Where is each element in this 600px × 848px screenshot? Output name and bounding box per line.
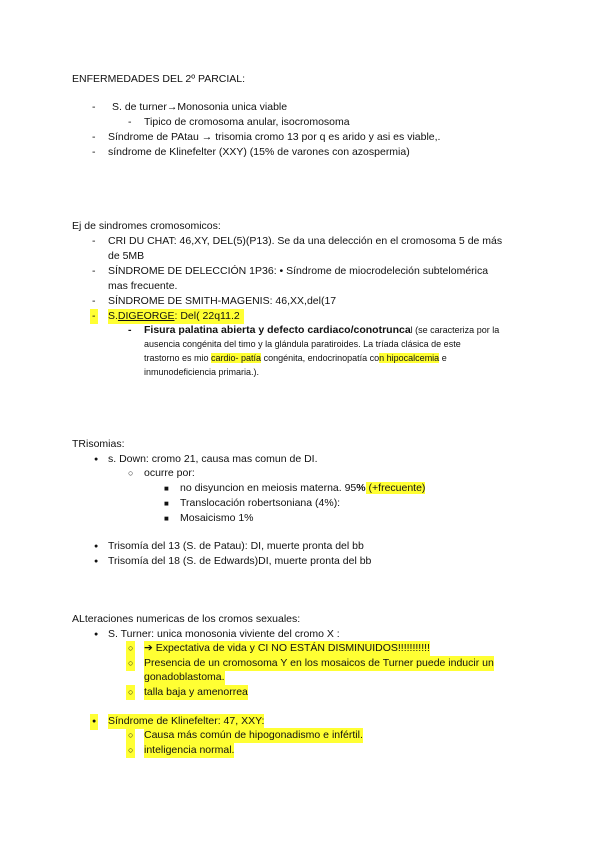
list-item-trisomia-13: Trisomía del 13 (S. de Patau): DI, muerte pronta del bb [108, 540, 364, 552]
fisura-line3-post: e [439, 353, 447, 363]
dash-bullet [92, 294, 96, 309]
disc-bullet-icon [90, 714, 98, 730]
section-title-sexuales: ALteraciones numericas de los cromos sexuales: [72, 613, 301, 625]
section-title-trisomias: TRisomias: [72, 438, 125, 450]
list-item-digeorge [108, 309, 244, 324]
circle-bullet-icon [128, 466, 133, 481]
fisura-bold: Fisura palatina abierta y defecto cardiaco/conotrunca [144, 324, 411, 336]
dash-bullet [92, 100, 96, 115]
no-disyuncion-percent: % [356, 482, 366, 494]
list-item-no-disyuncion [180, 481, 425, 496]
circle-bullet-icon [126, 656, 135, 671]
disc-bullet-icon [94, 554, 98, 570]
list-item-1p36: SÍNDROME DE DELECCIÓN 1P36: • Síndrome de miocrodeleción subtelomérica [108, 265, 489, 277]
fisura-line-4: inmunodeficiencia primaria.). [144, 367, 260, 377]
list-item-cri-du-chat: CRI DU CHAT: 46,XY, DEL(5)(P13). Se da una delección en el cromosoma 5 de más [108, 235, 503, 247]
circle-bullet-icon [126, 743, 135, 758]
fisura-highlight-cardiopatia: cardio- patía [211, 353, 262, 363]
fisura-highlight-hipocalcemia: n hipocalcemia [379, 353, 440, 363]
fisura-line3-pre: trastorno es mio [144, 353, 212, 363]
circle-bullet-icon [126, 728, 135, 743]
list-item-turner-sub: Tipico de cromosoma anular, isocromosoma [144, 116, 350, 128]
list-item-patau: Síndrome de PAtau → trisomia cromo 13 por q es arido y asi es viable,. [108, 131, 441, 143]
dash-bullet [92, 234, 96, 249]
list-item-ocurre: ocurre por: [144, 467, 195, 479]
list-item-trisomia-18: Trisomía del 18 (S. de Edwards)DI, muerte pronta del bb [108, 555, 372, 567]
list-item-translocacion: Translocación robertsoniana (4%): [180, 497, 341, 509]
section-title-sindromes: Ej de sindromes cromosomicos: [72, 220, 221, 232]
dash-bullet [128, 115, 132, 130]
dash-bullet [92, 130, 96, 145]
dash-bullet [90, 309, 98, 324]
no-disyuncion-text: no disyuncion en meiosis materna. 95 [180, 482, 357, 494]
disc-bullet-icon [94, 452, 98, 468]
page-title: ENFERMEDADES DEL 2º PARCIAL: [72, 73, 246, 85]
disc-bullet-icon [94, 627, 98, 643]
list-item-turner: S. de turner→Monosonia unica viable [112, 101, 288, 113]
circle-bullet-icon [126, 685, 135, 700]
digeorge-suffix: : Del( 22q11.2 [174, 310, 240, 322]
list-item-smith-magenis: SÍNDROME DE SMITH-MAGENIS: 46,XX,del(17 [108, 295, 337, 307]
list-item-cromosoma-y-cont: gonadoblastoma. [144, 671, 225, 683]
digeorge-prefix: S. [108, 310, 118, 322]
disc-bullet-icon [94, 539, 98, 555]
list-item-down: s. Down: cromo 21, causa mas comun de DI. [108, 453, 318, 465]
fisura-line-2: ausencia congénita del timo y la glándula paratiroides. La tríada clásica de este [144, 339, 461, 349]
dash-bullet [92, 145, 96, 160]
list-item-inteligencia: inteligencia normal. [144, 744, 235, 756]
circle-bullet-icon [126, 641, 135, 656]
dash-bullet [92, 264, 96, 279]
list-item-klinefelter-sexual: Síndrome de Klinefelter: 47, XXY: [108, 715, 265, 727]
square-bullet-icon [164, 511, 169, 526]
list-item-mosaicismo: Mosaicismo 1% [180, 512, 254, 524]
list-item-cromosoma-y: Presencia de un cromosoma Y en los mosaicos de Turner puede inducir un [144, 657, 494, 669]
digeorge-name: DIGEORGE [117, 310, 175, 322]
fisura-line-1 [144, 323, 499, 338]
list-item-cri-du-chat-cont: de 5MB [108, 250, 145, 262]
square-bullet-icon [164, 481, 169, 496]
frecuente-highlight: (+frecuente) [365, 482, 426, 494]
square-bullet-icon [164, 496, 169, 511]
list-item-turner-sexual: S. Turner: unica monosonia viviente del cromo X : [108, 628, 340, 640]
fisura-line-3 [144, 351, 447, 365]
list-item-talla-baja: talla baja y amenorrea [144, 686, 248, 698]
fisura-rest: l (se caracteriza por la [410, 325, 500, 335]
list-item-1p36-cont: mas frecuente. [108, 280, 178, 292]
list-item-expectativa: ➔ Expectativa de vida y CI NO ESTÁN DISMINUIDOS!!!!!!!!!!! [144, 642, 430, 654]
dash-bullet [128, 323, 132, 338]
fisura-line3-mid: congénita, endocrinopatía co [261, 353, 380, 363]
list-item-klinefelter: síndrome de Klinefelter (XXY) (15% de varones con azospermia) [108, 146, 410, 158]
list-item-hipogonadismo: Causa más común de hipogonadismo e infértil. [144, 729, 363, 741]
